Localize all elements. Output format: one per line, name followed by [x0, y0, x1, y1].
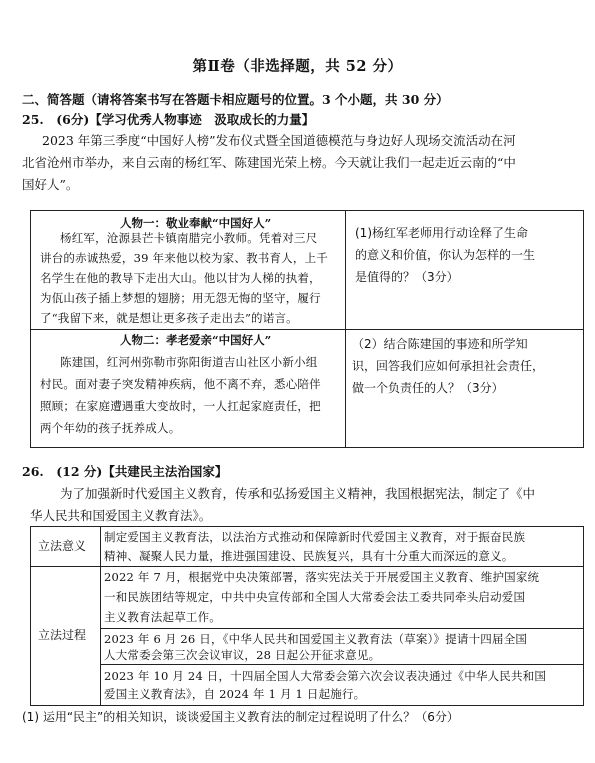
- legislative-significance-line: 制定爱国主义教育法，以法治方式推动和保障新时代爱国主义教育，对于振奋民族: [104, 530, 526, 544]
- q25-intro-line: 北省沧州市举办，来自云南的杨红军、陈建国光荣上榜。今天就让我们一起走近云南的“中: [22, 155, 516, 170]
- person1-text-line: 名学生在他的教导下走出大山。他以甘为人梯的执着，: [40, 271, 321, 285]
- process-step-line: 一和民族团结等规定，中共中央宣传部和全国人大常委会法工委共同牵头启动爱国: [104, 590, 526, 604]
- q25-question1-line: 的意义和价值，你认为怎样的一生: [355, 248, 536, 262]
- q25-question2-line: （2）结合陈建国的事迹和所学知: [352, 337, 528, 351]
- person2-text-line: 村民。面对妻子突发精神疾病，他不离不弃，悉心陪伴: [40, 377, 321, 391]
- q25-intro-line: 2023 年第三季度“中国好人榜”发布仪式暨全国道德模范与身边好人现场交流活动在河: [42, 133, 516, 148]
- q26-question1: (1) 运用“民主”的相关知识，谈谈爱国主义教育法的制定过程说明了什么？（6分）: [22, 710, 459, 724]
- section-heading: 二、简答题（请将答案书写在答题卡相应题号的位置。3 个小题，共 30 分）: [22, 92, 449, 107]
- part-title: 第Ⅱ卷（非选择题，共 52 分）: [192, 58, 403, 75]
- q25-question2-line: 做一个负责任的人？（3分）: [352, 381, 504, 395]
- person1-text-line: 杨红军，沧源县芒卡镇南腊完小教师。凭着对三尺: [60, 231, 318, 245]
- process-step-line: 主义教育法起草工作。: [104, 610, 221, 624]
- person2-text-line: 照顾；在家庭遭遇重大变故时，一人扛起家庭责任，把: [40, 399, 321, 413]
- process-step-line: 人大常委会第三次会议审议，28 日起公开征求意见。: [104, 648, 381, 662]
- person1-text-line: 了“我留下来，就是想让更多孩子走出去”的诺言。: [40, 311, 298, 325]
- q25-question2-line: 识，回答我们应如何承担社会责任，: [352, 359, 545, 373]
- q25-header: 25. (6分)【学习优秀人物事迹 汲取成长的力量】: [22, 112, 315, 127]
- legislative-significance-label: 立法意义: [38, 539, 87, 553]
- legislative-significance-line: 精神、凝聚人民力量，推进强国建设、民族复兴，具有十分重大而深远的意义。: [104, 549, 514, 563]
- q26-intro-line: 为了加强新时代爱国主义教育，传承和弘扬爱国主义精神，我国根据宪法，制定了《中: [60, 486, 536, 501]
- process-step-line: 2023 年 6 月 26 日，《中华人民共和国爱国主义教育法（草案）》提请十四届全国: [104, 632, 528, 646]
- process-step-line: 爱国主义教育法》，自 2024 年 1 月 1 日起施行。: [104, 687, 366, 701]
- person1-text-line: 为佤山孩子插上梦想的翅膀；用无怨无悔的坚守，履行: [40, 291, 321, 305]
- person1-text-line: 讲台的赤诚热爱，39 年来他以校为家、教书育人，上千: [40, 251, 328, 265]
- q26-table-label-divider: [100, 526, 101, 705]
- person2-text-line: 陈建国，红河州弥勒市弥阳街道吉山社区小新小组: [60, 355, 318, 369]
- legislative-process-label: 立法过程: [38, 628, 87, 642]
- q25-question1-line: 是值得的？（3分）: [355, 270, 459, 284]
- person2-title: 人物二：孝老爱亲“中国好人”: [120, 333, 272, 347]
- person1-title: 人物一：敬业奉献“中国好人”: [120, 216, 272, 230]
- q26-header: 26. (12 分)【共建民主法治国家】: [22, 464, 228, 479]
- process-step-line: 2022 年 7 月，根据党中央决策部署，落实宪法关于开展爱国主义教育、维护国家统: [104, 570, 540, 584]
- q25-question1-line: (1)杨红军老师用行动诠释了生命: [355, 226, 528, 240]
- q25-intro-line: 国好人”。: [22, 177, 79, 192]
- person2-text-line: 两个年幼的孩子抚养成人。: [40, 421, 181, 435]
- q25-table-row-divider: [30, 329, 583, 330]
- q26-intro-line: 华人民共和国爱国主义教育法》。: [30, 508, 212, 523]
- process-step-line: 2023 年 10 月 24 日，十四届全国人大常委会第六次会议表决通过《中华人民共和国: [104, 669, 547, 683]
